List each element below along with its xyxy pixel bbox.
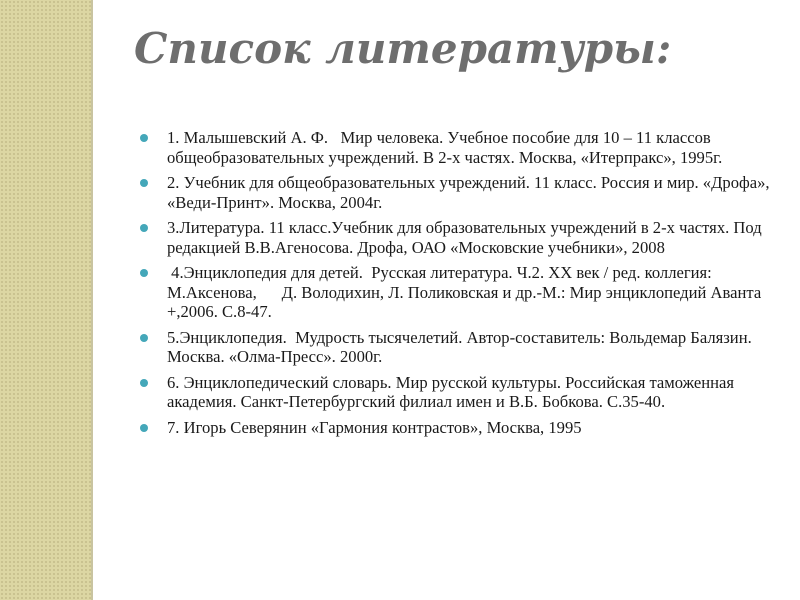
bullet-icon — [140, 134, 148, 142]
bullet-icon — [140, 379, 148, 387]
bullet-icon — [140, 224, 148, 232]
bullet-icon — [140, 334, 148, 342]
reference-text: 6. Энциклопедический словарь. Мир русской культуры. Российская таможенная академия. Санкт-Петербургский филиал имен и В.Б. Бобкова. С.35-40. — [167, 372, 739, 411]
reference-text: 2. Учебник для общеобразовательных учреждений. 11 класс. Россия и мир. «Дрофа», «Веди-Принт». Москва, 2004г. — [167, 173, 774, 212]
reference-item — [140, 373, 772, 412]
bullet-icon — [140, 269, 148, 277]
reference-text: 4.Энциклопедия для детей. Русская литература. Ч.2. XX век / ред. коллегия: М.Аксенова, Д. Володихин, Л. Поликовская и др.-М.: Мир энциклопедий Аванта +,2006. С.8-47. — [167, 263, 766, 321]
reference-item — [140, 263, 772, 322]
reference-item — [140, 328, 772, 367]
reference-item — [140, 128, 772, 167]
reference-list — [140, 128, 772, 443]
reference-text: 3.Литература. 11 класс.Учебник для образовательных учреждений в 2-х частях. Под редакцией В.В.Агеносова. Дрофа, ОАО «Московские учебники», 2008 — [167, 218, 766, 257]
reference-text: 5.Энциклопедия. Мудрость тысячелетий. Автор-составитель: Вольдемар Балязин. Москва. «Олма-Пресс». 2000г. — [167, 327, 756, 366]
slide-title: Список литературы: — [134, 24, 672, 73]
bullet-icon — [140, 424, 148, 432]
reference-text: 7. Игорь Северянин «Гармония контрастов», Москва, 1995 — [167, 417, 582, 437]
bullet-icon — [140, 179, 148, 187]
reference-item — [140, 418, 772, 438]
decorative-side-strip — [0, 0, 91, 600]
reference-item — [140, 173, 772, 212]
reference-item — [140, 218, 772, 257]
reference-text: 1. Малышевский А. Ф. Мир человека. Учебное пособие для 10 – 11 классов общеобразовательных учреждений. В 2-х частях. Москва, «Итерпракс», 1995г. — [167, 128, 723, 167]
